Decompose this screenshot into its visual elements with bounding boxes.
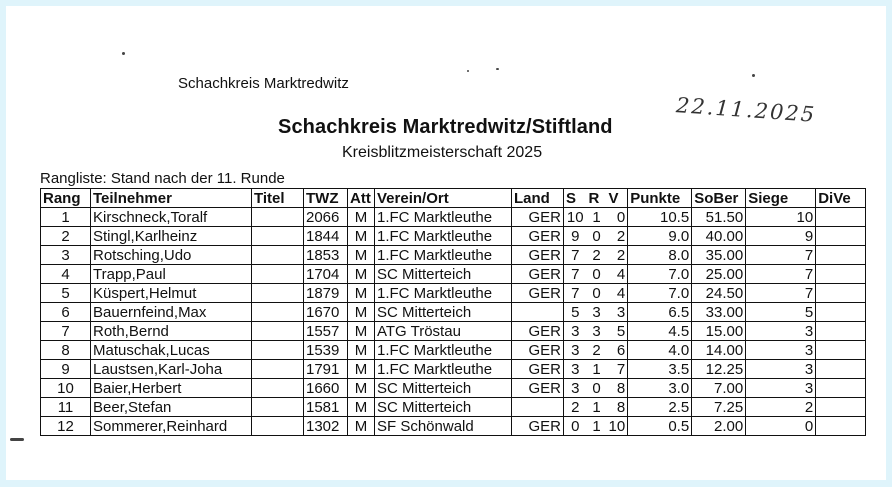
cell-att: M — [348, 322, 375, 341]
cell-name: Kirschneck,Toralf — [91, 208, 252, 227]
cell-dive — [816, 246, 866, 265]
cell-titel — [252, 208, 304, 227]
table-row — [41, 284, 866, 303]
col-header-v: V — [607, 189, 628, 208]
cell-punkte: 7.0 — [628, 265, 692, 284]
cell-punkte: 4.0 — [628, 341, 692, 360]
cell-dive — [816, 284, 866, 303]
col-header-s: S — [564, 189, 587, 208]
cell-sober: 24.50 — [692, 284, 746, 303]
cell-punkte: 10.5 — [628, 208, 692, 227]
cell-v: 2 — [607, 246, 628, 265]
cell-dive — [816, 303, 866, 322]
cell-s: 7 — [564, 246, 587, 265]
cell-twz: 1557 — [304, 322, 348, 341]
cell-land: GER — [512, 360, 564, 379]
cell-land: GER — [512, 379, 564, 398]
cell-v: 3 — [607, 303, 628, 322]
cell-siege: 3 — [746, 341, 816, 360]
cell-twz: 1670 — [304, 303, 348, 322]
cell-siege: 3 — [746, 379, 816, 398]
cell-name: Sommerer,Reinhard — [91, 417, 252, 436]
cell-land — [512, 398, 564, 417]
cell-siege: 2 — [746, 398, 816, 417]
table-row — [41, 417, 866, 436]
cell-rang: 7 — [41, 322, 91, 341]
cell-att: M — [348, 284, 375, 303]
cell-verein: SC Mitterteich — [375, 398, 512, 417]
scan-speck — [467, 70, 469, 72]
cell-land — [512, 303, 564, 322]
scan-speck — [752, 74, 755, 77]
cell-name: Beer,Stefan — [91, 398, 252, 417]
cell-rang: 2 — [41, 227, 91, 246]
col-header-titel: Titel — [252, 189, 304, 208]
cell-name: Trapp,Paul — [91, 265, 252, 284]
cell-sober: 2.00 — [692, 417, 746, 436]
cell-r: 1 — [587, 360, 607, 379]
cell-sober: 40.00 — [692, 227, 746, 246]
cell-att: M — [348, 398, 375, 417]
cell-r: 2 — [587, 246, 607, 265]
organization-name: Schachkreis Marktredwitz — [178, 75, 349, 92]
cell-verein: 1.FC Marktleuthe — [375, 360, 512, 379]
cell-sober: 14.00 — [692, 341, 746, 360]
table-row — [41, 322, 866, 341]
table-row — [41, 398, 866, 417]
cell-sober: 35.00 — [692, 246, 746, 265]
cell-land: GER — [512, 322, 564, 341]
cell-att: M — [348, 246, 375, 265]
col-header-r: R — [587, 189, 607, 208]
table-row — [41, 265, 866, 284]
cell-name: Stingl,Karlheinz — [91, 227, 252, 246]
table-row — [41, 341, 866, 360]
cell-siege: 3 — [746, 360, 816, 379]
cell-dive — [816, 341, 866, 360]
cell-r: 0 — [587, 284, 607, 303]
cell-verein: ATG Tröstau — [375, 322, 512, 341]
cell-twz: 1539 — [304, 341, 348, 360]
cell-land: GER — [512, 341, 564, 360]
cell-land: GER — [512, 284, 564, 303]
cell-name: Baier,Herbert — [91, 379, 252, 398]
scanned-document — [6, 6, 886, 480]
cell-verein: 1.FC Marktleuthe — [375, 246, 512, 265]
scan-speck — [496, 68, 499, 70]
cell-att: M — [348, 227, 375, 246]
cell-siege: 3 — [746, 322, 816, 341]
cell-titel — [252, 398, 304, 417]
cell-sober: 15.00 — [692, 322, 746, 341]
cell-dive — [816, 379, 866, 398]
scan-speck — [122, 52, 125, 55]
cell-r: 3 — [587, 322, 607, 341]
cell-s: 7 — [564, 265, 587, 284]
cell-att: M — [348, 208, 375, 227]
cell-punkte: 7.0 — [628, 284, 692, 303]
cell-verein: 1.FC Marktleuthe — [375, 341, 512, 360]
col-header-land: Land — [512, 189, 564, 208]
cell-titel — [252, 417, 304, 436]
cell-sober: 25.00 — [692, 265, 746, 284]
cell-land: GER — [512, 227, 564, 246]
col-header-twz: TWZ — [304, 189, 348, 208]
cell-dive — [816, 398, 866, 417]
cell-sober: 12.25 — [692, 360, 746, 379]
cell-v: 5 — [607, 322, 628, 341]
cell-v: 7 — [607, 360, 628, 379]
cell-name: Laustsen,Karl-Joha — [91, 360, 252, 379]
cell-r: 0 — [587, 227, 607, 246]
cell-twz: 1660 — [304, 379, 348, 398]
cell-dive — [816, 360, 866, 379]
cell-sober: 51.50 — [692, 208, 746, 227]
cell-s: 10 — [564, 208, 587, 227]
table-row — [41, 246, 866, 265]
cell-sober: 7.25 — [692, 398, 746, 417]
cell-name: Bauernfeind,Max — [91, 303, 252, 322]
cell-s: 9 — [564, 227, 587, 246]
col-header-dive: DiVe — [816, 189, 866, 208]
cell-dive — [816, 417, 866, 436]
cell-titel — [252, 227, 304, 246]
cell-dive — [816, 322, 866, 341]
cell-twz: 1844 — [304, 227, 348, 246]
cell-twz: 1853 — [304, 246, 348, 265]
ranking-table — [40, 188, 866, 436]
cell-titel — [252, 341, 304, 360]
cell-r: 0 — [587, 265, 607, 284]
cell-rang: 9 — [41, 360, 91, 379]
cell-s: 0 — [564, 417, 587, 436]
cell-dive — [816, 208, 866, 227]
cell-s: 3 — [564, 322, 587, 341]
cell-rang: 3 — [41, 246, 91, 265]
cell-titel — [252, 303, 304, 322]
scan-mark — [10, 438, 24, 441]
cell-verein: SC Mitterteich — [375, 379, 512, 398]
cell-r: 2 — [587, 341, 607, 360]
cell-rang: 4 — [41, 265, 91, 284]
cell-name: Küspert,Helmut — [91, 284, 252, 303]
table-row — [41, 227, 866, 246]
cell-v: 8 — [607, 398, 628, 417]
table-row — [41, 303, 866, 322]
cell-r: 1 — [587, 208, 607, 227]
col-header-att: Att — [348, 189, 375, 208]
cell-dive — [816, 265, 866, 284]
cell-att: M — [348, 379, 375, 398]
cell-att: M — [348, 360, 375, 379]
cell-v: 2 — [607, 227, 628, 246]
col-header-sober: SoBer — [692, 189, 746, 208]
cell-v: 6 — [607, 341, 628, 360]
cell-siege: 7 — [746, 246, 816, 265]
cell-r: 3 — [587, 303, 607, 322]
cell-att: M — [348, 303, 375, 322]
table-header-row — [41, 189, 866, 208]
cell-verein: SF Schönwald — [375, 417, 512, 436]
document-title: Schachkreis Marktredwitz/Stiftland — [278, 116, 613, 138]
cell-rang: 8 — [41, 341, 91, 360]
cell-rang: 12 — [41, 417, 91, 436]
document-subtitle: Kreisblitzmeisterschaft 2025 — [342, 144, 543, 161]
cell-twz: 1302 — [304, 417, 348, 436]
cell-s: 3 — [564, 379, 587, 398]
cell-name: Matuschak,Lucas — [91, 341, 252, 360]
cell-titel — [252, 284, 304, 303]
col-header-verein: Verein/Ort — [375, 189, 512, 208]
cell-twz: 1791 — [304, 360, 348, 379]
table-row — [41, 379, 866, 398]
cell-v: 4 — [607, 284, 628, 303]
cell-rang: 5 — [41, 284, 91, 303]
cell-siege: 0 — [746, 417, 816, 436]
cell-rang: 1 — [41, 208, 91, 227]
cell-verein: 1.FC Marktleuthe — [375, 284, 512, 303]
cell-r: 0 — [587, 379, 607, 398]
cell-s: 2 — [564, 398, 587, 417]
cell-sober: 33.00 — [692, 303, 746, 322]
handwritten-date: 22.11.2025 — [675, 93, 817, 127]
col-header-rang: Rang — [41, 189, 91, 208]
cell-twz: 1879 — [304, 284, 348, 303]
cell-verein: SC Mitterteich — [375, 265, 512, 284]
cell-rang: 10 — [41, 379, 91, 398]
cell-sober: 7.00 — [692, 379, 746, 398]
cell-punkte: 3.0 — [628, 379, 692, 398]
cell-siege: 7 — [746, 265, 816, 284]
cell-s: 3 — [564, 360, 587, 379]
cell-siege: 7 — [746, 284, 816, 303]
cell-punkte: 4.5 — [628, 322, 692, 341]
cell-rang: 6 — [41, 303, 91, 322]
cell-verein: 1.FC Marktleuthe — [375, 227, 512, 246]
cell-v: 4 — [607, 265, 628, 284]
cell-rang: 11 — [41, 398, 91, 417]
cell-twz: 2066 — [304, 208, 348, 227]
cell-twz: 1704 — [304, 265, 348, 284]
cell-s: 7 — [564, 284, 587, 303]
cell-punkte: 6.5 — [628, 303, 692, 322]
cell-att: M — [348, 341, 375, 360]
cell-titel — [252, 265, 304, 284]
cell-land: GER — [512, 417, 564, 436]
cell-titel — [252, 322, 304, 341]
cell-land: GER — [512, 265, 564, 284]
cell-s: 5 — [564, 303, 587, 322]
cell-att: M — [348, 417, 375, 436]
cell-titel — [252, 246, 304, 265]
cell-land: GER — [512, 208, 564, 227]
cell-name: Rotsching,Udo — [91, 246, 252, 265]
cell-att: M — [348, 265, 375, 284]
cell-v: 8 — [607, 379, 628, 398]
cell-titel — [252, 379, 304, 398]
cell-v: 10 — [607, 417, 628, 436]
col-header-punkte: Punkte — [628, 189, 692, 208]
cell-r: 1 — [587, 398, 607, 417]
cell-punkte: 0.5 — [628, 417, 692, 436]
cell-siege: 10 — [746, 208, 816, 227]
cell-verein: SC Mitterteich — [375, 303, 512, 322]
cell-titel — [252, 360, 304, 379]
cell-punkte: 8.0 — [628, 246, 692, 265]
cell-r: 1 — [587, 417, 607, 436]
standing-label: Rangliste: Stand nach der 11. Runde — [40, 170, 285, 187]
cell-punkte: 3.5 — [628, 360, 692, 379]
cell-twz: 1581 — [304, 398, 348, 417]
col-header-siege: Siege — [746, 189, 816, 208]
cell-verein: 1.FC Marktleuthe — [375, 208, 512, 227]
cell-land: GER — [512, 246, 564, 265]
table-row — [41, 208, 866, 227]
cell-v: 0 — [607, 208, 628, 227]
col-header-teilnehmer: Teilnehmer — [91, 189, 252, 208]
cell-name: Roth,Bernd — [91, 322, 252, 341]
cell-punkte: 2.5 — [628, 398, 692, 417]
cell-siege: 5 — [746, 303, 816, 322]
cell-s: 3 — [564, 341, 587, 360]
cell-dive — [816, 227, 866, 246]
cell-punkte: 9.0 — [628, 227, 692, 246]
cell-siege: 9 — [746, 227, 816, 246]
table-row — [41, 360, 866, 379]
